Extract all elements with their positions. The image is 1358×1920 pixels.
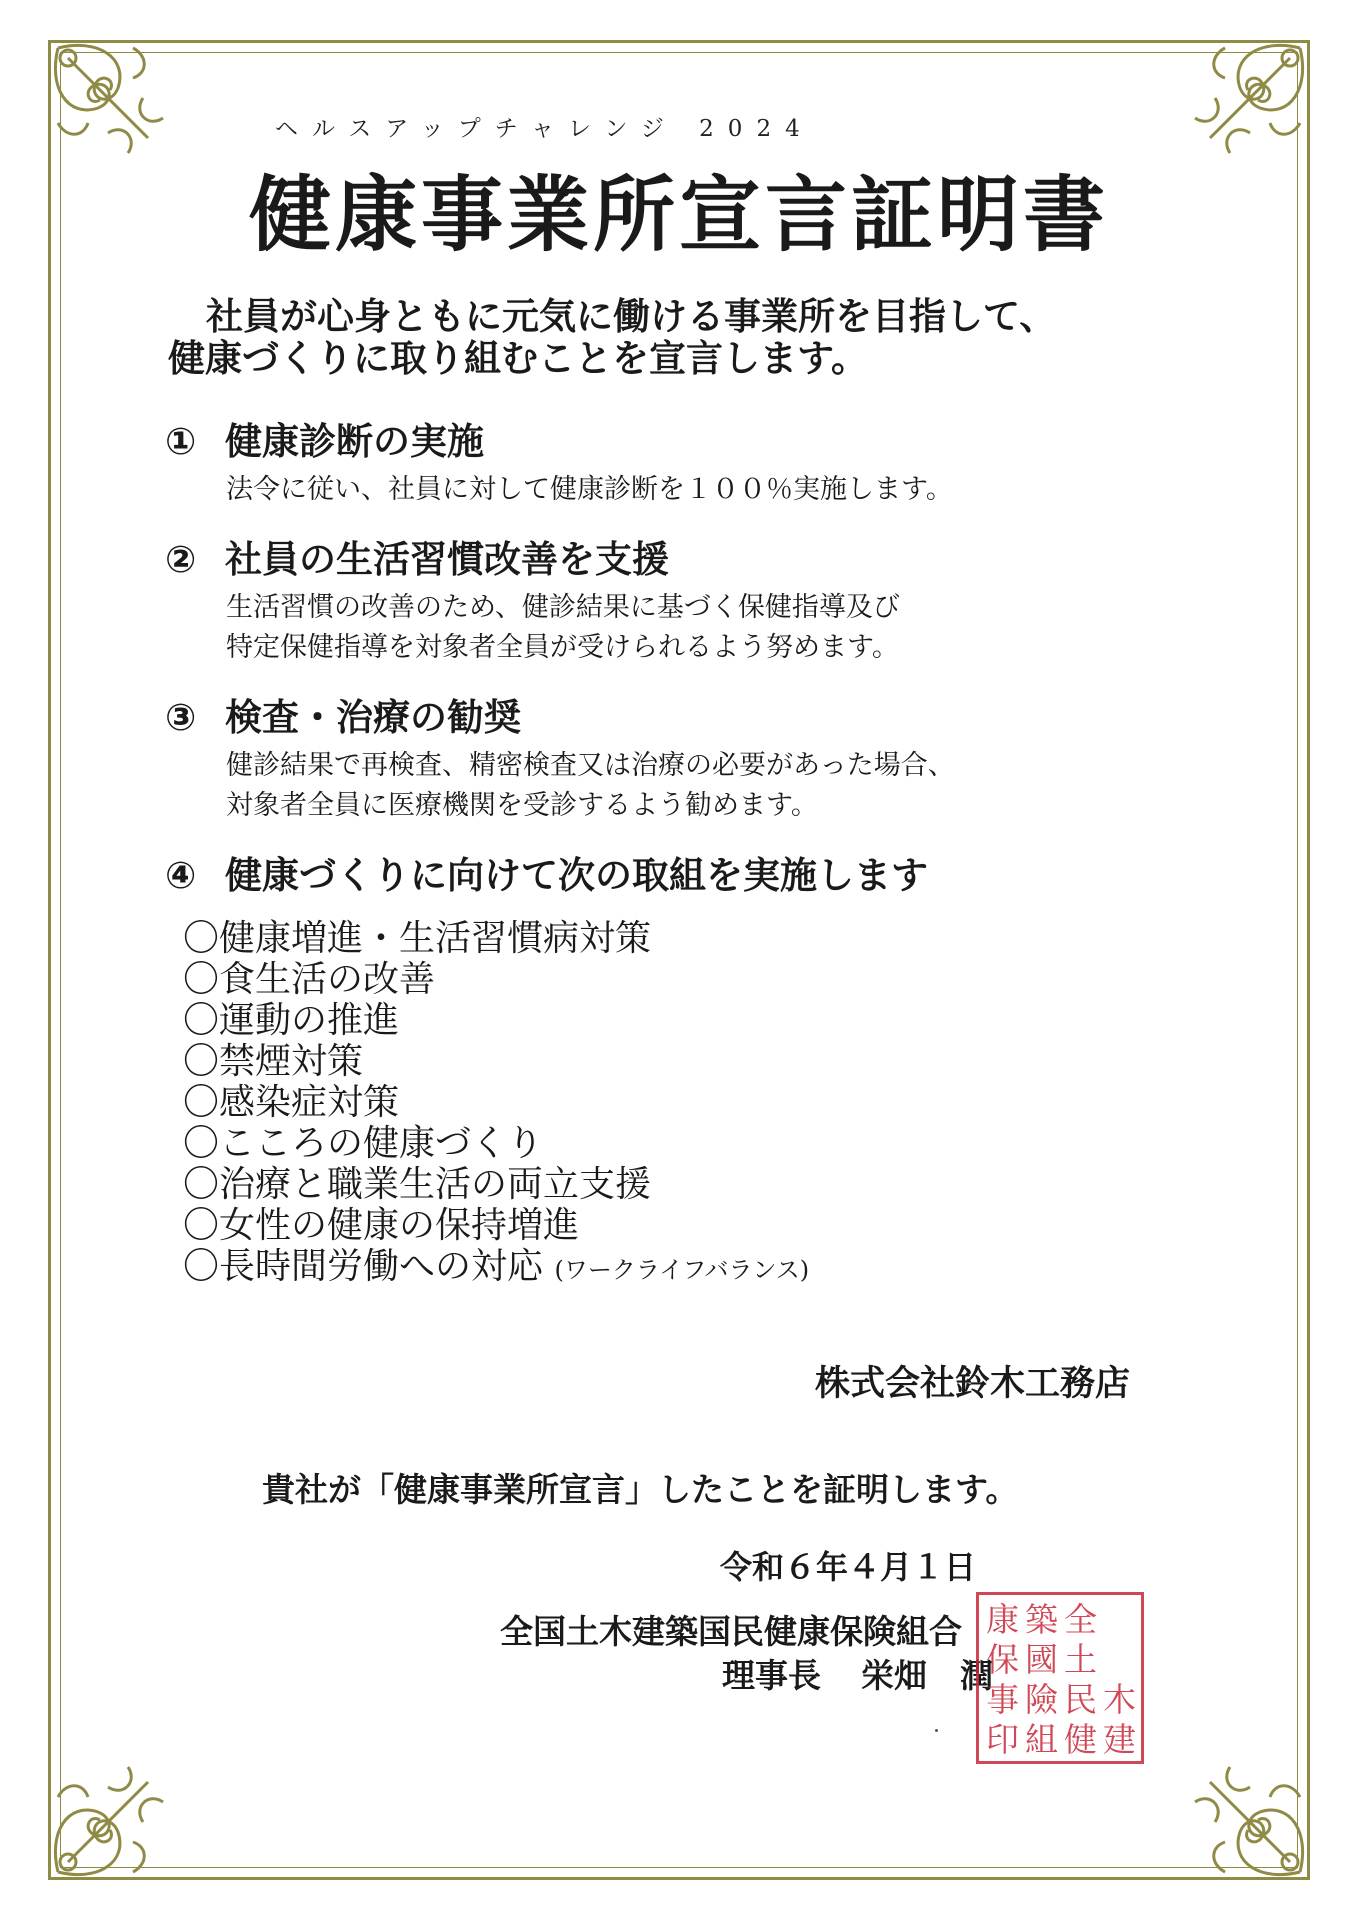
- seal-char: 組: [1025, 1719, 1058, 1759]
- seal-char: 印: [986, 1719, 1019, 1759]
- intro-line: 健康づくりに取り組むことを宣言します。: [168, 337, 869, 380]
- section-title: 健康診断の実施: [225, 420, 484, 463]
- list-item: 〇食生活の改善: [183, 959, 436, 1000]
- issuer-organization: 全国土木建築国民健康保険組合: [500, 1612, 962, 1651]
- issue-date: 令和６年４月１日: [720, 1548, 977, 1586]
- section-line: 対象者全員に医療機関を受診するよう勧めます。: [226, 790, 818, 821]
- corner-ornament-icon: [38, 1742, 188, 1892]
- section-title: 健康づくりに向けて次の取組を実施します: [225, 854, 928, 897]
- section-heading: [165, 696, 1245, 740]
- list-item: [183, 1246, 809, 1291]
- seal-char: 國: [1025, 1639, 1058, 1679]
- seal-char: 築: [1025, 1599, 1058, 1639]
- seal-char: 土: [1064, 1639, 1097, 1679]
- section-title: 検査・治療の勧奨: [225, 696, 521, 739]
- section-body: [165, 470, 1245, 510]
- issuer-chair: [722, 1650, 993, 1697]
- section-line: 特定保健指導を対象者全員が受けられるよう努めます。: [226, 632, 899, 663]
- list-item-note: (ワークライフバランス): [554, 1256, 810, 1284]
- section-heading: [165, 420, 1245, 464]
- list-item-text: 〇長時間労働への対応: [183, 1246, 544, 1287]
- seal-char: 木: [1103, 1679, 1136, 1719]
- section-heading: [165, 854, 1245, 898]
- section-body: [165, 746, 1245, 826]
- declaration-section-1: [165, 420, 1245, 510]
- measures-list: [183, 918, 809, 1291]
- stray-mark: [935, 1729, 938, 1732]
- section-body: [165, 588, 1245, 668]
- seal-char: 保: [986, 1639, 1019, 1679]
- list-item: 〇治療と職業生活の両立支援: [183, 1164, 652, 1205]
- certification-statement: 貴社が「健康事業所宣言」したことを証明します。: [262, 1470, 1019, 1509]
- section-line: 生活習慣の改善のため、健診結果に基づく保健指導及び: [226, 592, 900, 623]
- seal-char: 全: [1064, 1599, 1097, 1639]
- declaration-section-3: [165, 696, 1245, 826]
- seal-char: 建: [1103, 1719, 1136, 1759]
- list-item: 〇女性の健康の保持増進: [183, 1205, 580, 1246]
- certificate-subtitle: ヘルスアップチャレンジ 2024: [275, 116, 814, 142]
- chair-title: 理事長: [722, 1656, 821, 1695]
- section-number: ①: [165, 420, 197, 463]
- seal-char: 險: [1025, 1679, 1058, 1719]
- declaration-intro: [168, 296, 1228, 380]
- section-line: 法令に従い、社員に対して健康診断を１００％実施します。: [226, 474, 953, 505]
- declaration-section-4: [165, 854, 1245, 898]
- seal-char: 康: [986, 1599, 1019, 1639]
- company-name: 株式会社鈴木工務店: [815, 1364, 1131, 1404]
- intro-line: 社員が心身ともに元気に働ける事業所を目指して、: [206, 295, 1057, 338]
- list-item: 〇禁煙対策: [183, 1041, 364, 1082]
- chair-name: 栄畑 潤: [861, 1656, 993, 1695]
- seal-char: 健: [1064, 1719, 1097, 1759]
- section-number: ④: [165, 854, 197, 897]
- section-number: ②: [165, 538, 197, 581]
- list-item: 〇こころの健康づくり: [183, 1123, 544, 1164]
- declaration-section-2: [165, 538, 1245, 668]
- corner-ornament-icon: [1170, 1742, 1320, 1892]
- section-title: 社員の生活習慣改善を支援: [225, 538, 669, 581]
- list-item: 〇感染症対策: [183, 1082, 400, 1123]
- seal-char: 事: [986, 1679, 1019, 1719]
- official-seal: [976, 1592, 1144, 1764]
- seal-char: 民: [1064, 1679, 1097, 1719]
- certificate-title: 健康事業所宣言証明書: [248, 168, 1109, 263]
- section-line: 健診結果で再検査、精密検査又は治療の必要があった場合、: [226, 750, 955, 781]
- section-heading: [165, 538, 1245, 582]
- list-item: 〇運動の推進: [183, 1000, 400, 1041]
- list-item: 〇健康増進・生活習慣病対策: [183, 918, 652, 959]
- section-number: ③: [165, 696, 197, 739]
